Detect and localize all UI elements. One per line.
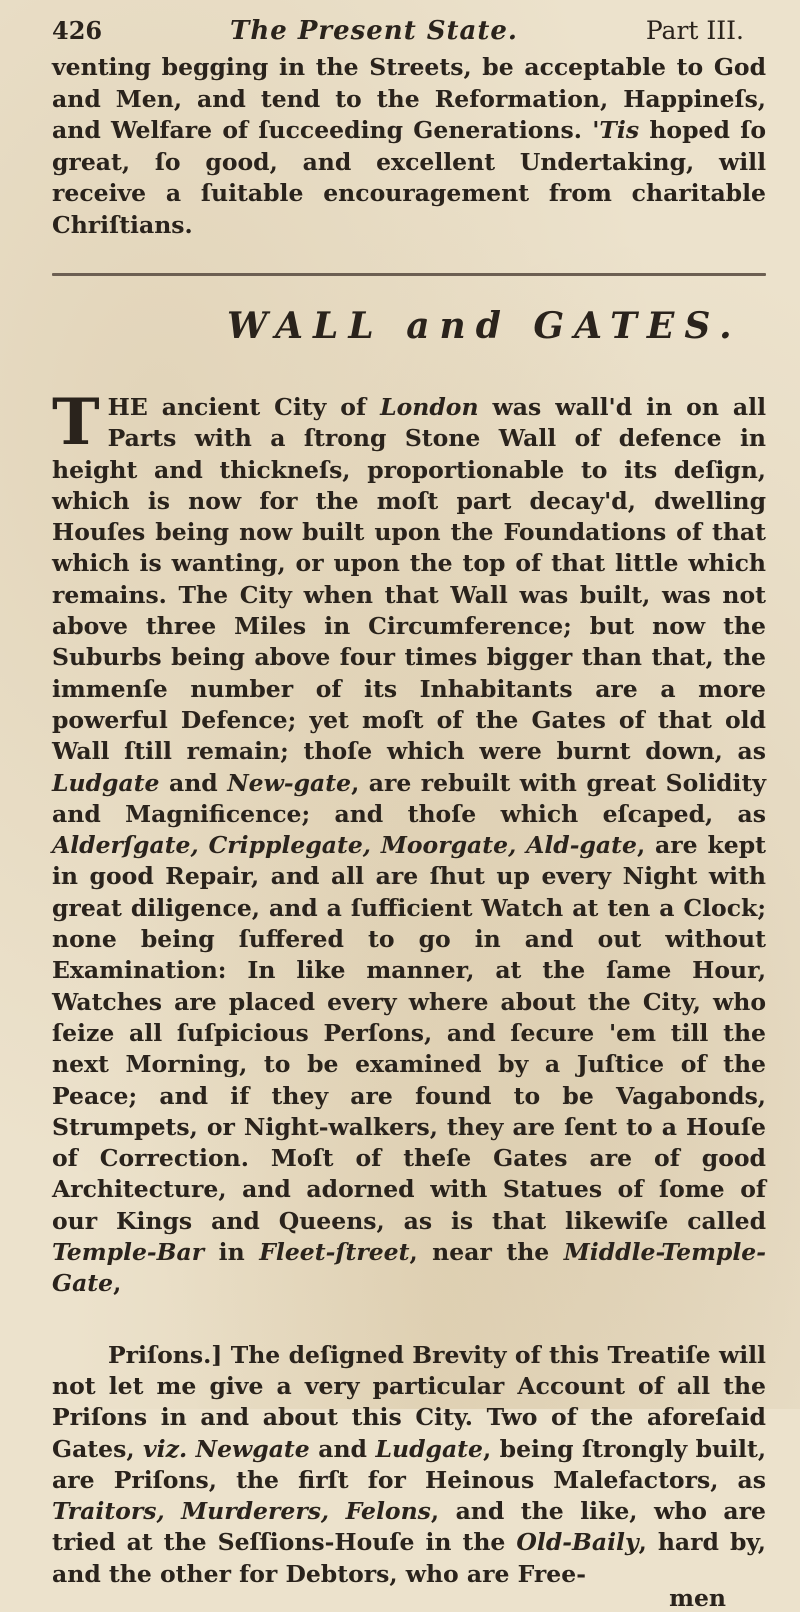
section-divider [52,273,766,276]
running-header [52,10,766,48]
drop-cap: T [52,385,100,460]
wall-gates-paragraph: THE ancient City of London was wall'd in on all Parts with a ſtrong Stone Wall of defence in height and thickneſs, proportionable to its deſign, which is now for the moſt part decay'd, dwelling Houſes being now built upon the Foundations of that which is wanting, or upon the top of that little which remains. The City when that Wall was built, was not above three Miles in Circumference; but now the Suburbs being above four times bigger than that, the immenſe number of its Inhabitants are a more powerful Defence; yet moſt of the Gates of that old Wall ſtill remain; thoſe which were burnt down, as Ludgate and New-gate, are rebuilt with great Solidity and Magnificence; and thoſe which eſcaped, as Alderſgate, Cripplegate, Moorgate, Ald-gate, are kept in good Repair, and all are ſhut up every Night with great diligence, and a ſufficient Watch at ten a Clock; none being ſuffered to go in and out without Examination: In like manner, at the ſame Hour, Watches are placed every where about the City, who ſeize all ſuſpicious Perſons, and ſecure 'em till the next Morning, to be examined by a Juſtice of the Peace; and if they are found to be Vagabonds, Strumpets, or Night-walkers, they are ſent to a Houſe of Correction. Moſt of theſe Gates are of good Architecture, and adorned with Statues of ſome of our Kings and Queens, as is that likewiſe called Temple-Bar in Fleet-ſtreet, near the Middle-Temple-Gate, [52,385,766,1298]
part-label: Part III. [645,16,744,45]
section-title: WALL and GATES. [227,305,742,347]
catchword: men [669,1583,726,1612]
running-title: The Present State. [229,16,518,46]
intro-paragraph: venting begging in the Streets, be acceptable to God and Men, and tend to the Reformation, Happineſs, and Welfare of ſucceeding Generations. 'Tis hoped ſo great, ſo good, and excellent Undertaking, will receive a ſuitable encouragement from charitable Chriſtians. [52,53,766,239]
page-number: 426 [52,16,103,45]
prisons-paragraph: Priſons.] The deſigned Brevity of this Treatiſe will not let me give a very particular Account of all the Priſons in and about this City. Two of the aforeſaid Gates, viz. Newgate and Ludgate, being ſtrongly built, are Priſons, the firſt for Heinous Malefactors, as Traitors, Murderers, Felons, and the like, who are tried at the Seſſions-Houſe in the Old-Baily, hard by, and the other for Debtors, who are Free- [52,1340,767,1588]
prisons-sidenote: Priſons.] [108,1340,223,1369]
